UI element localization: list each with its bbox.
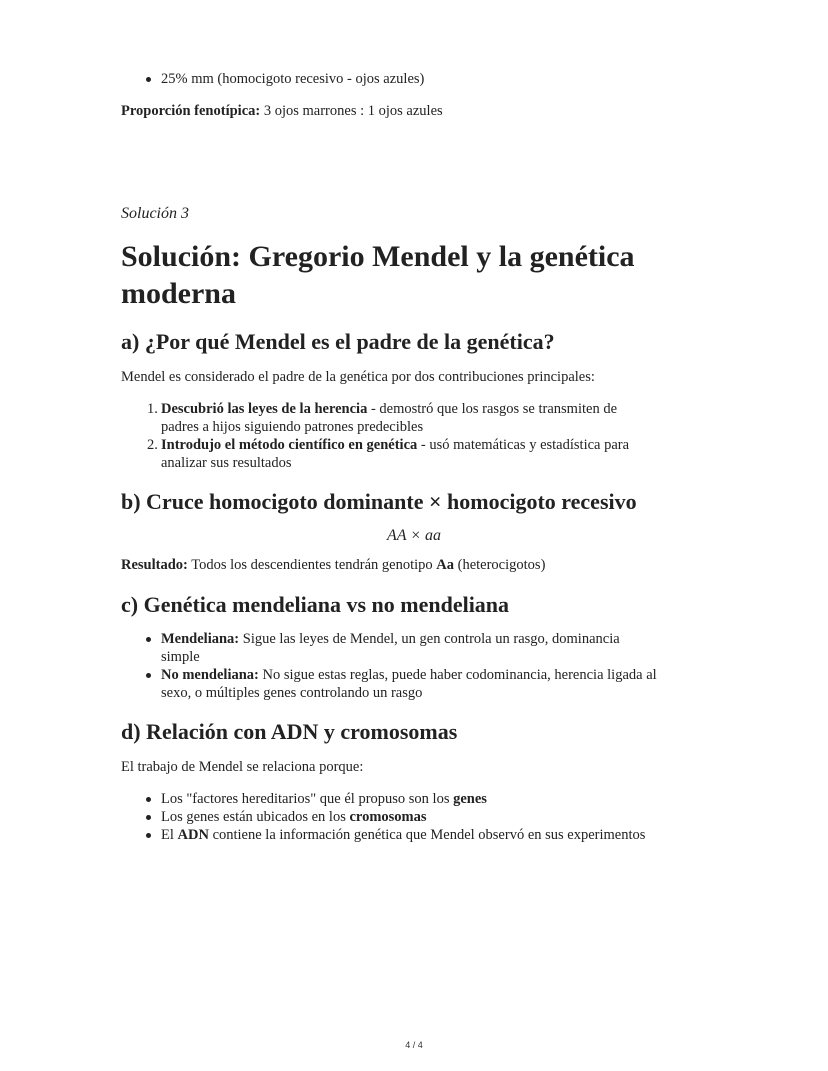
bold-text: ADN (177, 827, 209, 843)
page-number: 4 / 4 (405, 1040, 423, 1050)
result-paragraph (121, 556, 761, 574)
bold-text: Introdujo el método científico en genética (161, 437, 418, 453)
text: contiene la información genética que Mendel observó en sus experimentos (208, 827, 646, 843)
text: Los genes están ubicados en los (161, 809, 350, 825)
text: El (161, 827, 178, 843)
bold-text: cromosomas (349, 809, 427, 825)
heading-d: d) Relación con ADN y cromosomas (121, 719, 458, 744)
math-equation: AA × aa (386, 527, 442, 544)
list-item-text: 25% mm (homocigoto recesivo - ojos azules) (161, 71, 425, 87)
title-line-2: moderna (121, 277, 236, 310)
text: Sigue las leyes de Mendel, un gen controla un rasgo, dominancia (239, 631, 620, 647)
list-item (161, 630, 761, 666)
list-item (161, 808, 761, 826)
list-item (147, 436, 761, 472)
bold-text: Mendeliana: (161, 631, 240, 647)
label: Resultado: (121, 557, 188, 573)
value: 3 ojos marrones : 1 ojos azules (260, 103, 443, 119)
text: (heterocigotos) (454, 557, 546, 573)
list-number: 2. (147, 437, 158, 453)
solution-label: Solución 3 (121, 205, 189, 222)
text: - demostró que los rasgos se transmiten de (367, 401, 618, 417)
title-line-1: Solución: Gregorio Mendel y la genética (121, 240, 635, 273)
list-item (161, 666, 761, 702)
heading-c: c) Genética mendeliana vs no mendeliana (121, 592, 510, 617)
bold-text: No mendeliana: (161, 667, 259, 683)
list-item (161, 70, 761, 88)
list-number: 1. (147, 401, 158, 417)
phenotypic-ratio (121, 102, 761, 120)
paragraph-d: El trabajo de Mendel se relaciona porque: (121, 759, 364, 775)
text: padres a hijos siguiendo patrones predecibles (161, 419, 424, 435)
genotype: Aa (436, 557, 454, 573)
bullet-icon (146, 797, 151, 802)
list-item (161, 826, 761, 844)
bullet-icon (146, 833, 151, 838)
bold-text: genes (453, 791, 487, 807)
text: Los "factores hereditarios" que él propuso son los (161, 791, 454, 807)
bold-text: Descubrió las leyes de la herencia (161, 401, 368, 417)
heading-b: b) Cruce homocigoto dominante × homocigoto recesivo (121, 489, 637, 514)
bullet-icon (146, 77, 151, 82)
label: Proporción fenotípica: (121, 103, 261, 119)
text: sexo, o múltiples genes controlando un rasgo (161, 685, 423, 701)
paragraph-a: Mendel es considerado el padre de la genética por dos contribuciones principales: (121, 369, 595, 385)
text: Todos los descendientes tendrán genotipo (187, 557, 437, 573)
heading-a: a) ¿Por qué Mendel es el padre de la genética? (121, 329, 555, 354)
text: - usó matemáticas y estadística para (417, 437, 630, 453)
bullet-icon (146, 815, 151, 820)
bullet-icon (146, 637, 151, 642)
text: analizar sus resultados (161, 455, 292, 471)
list-item (147, 400, 761, 436)
page-title (121, 238, 801, 312)
text: simple (161, 649, 200, 665)
list-item (161, 790, 761, 808)
bullet-icon (146, 673, 151, 678)
text: No sigue estas reglas, puede haber codominancia, herencia ligada al (258, 667, 657, 683)
